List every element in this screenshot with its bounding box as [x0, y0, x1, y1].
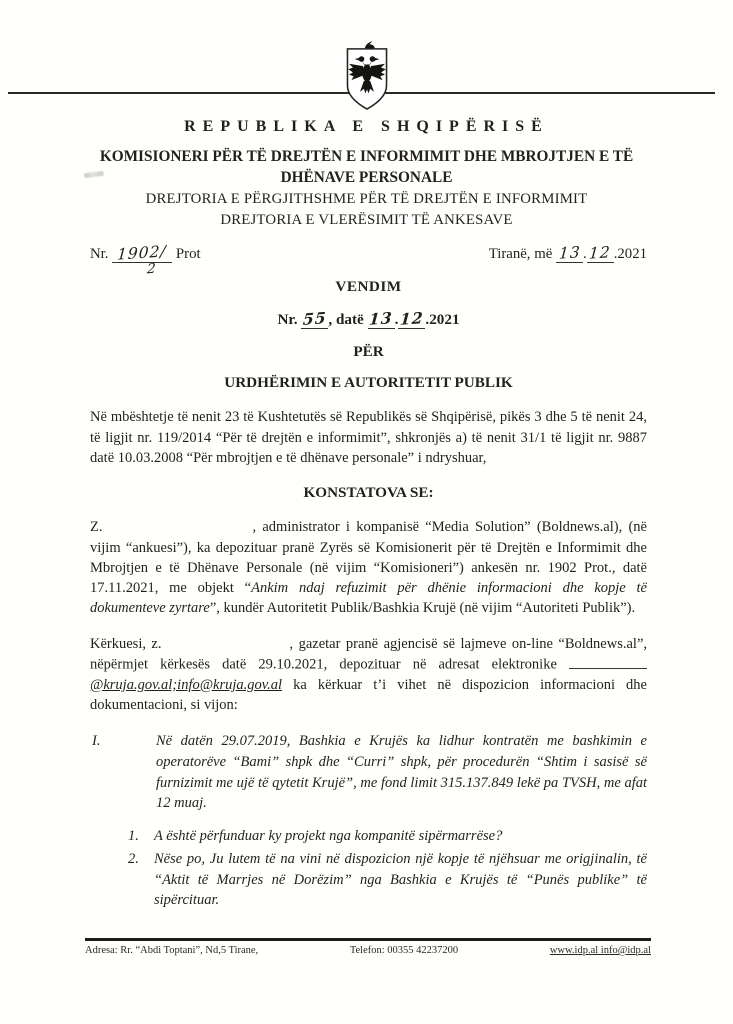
decision-month-blank: [398, 308, 425, 330]
question-1-text: A është përfunduar ky projekt nga kompanitë sipërmarrëse?: [154, 827, 503, 844]
konstatova-heading: KONSTATOVA SE:: [303, 484, 434, 502]
protocol-nr-sub-handwritten: 2: [146, 260, 158, 278]
date-month-handwritten: 12: [588, 242, 612, 263]
footer-website-email: www.idp.al info@idp.al: [549, 945, 651, 956]
date-day-handwritten: 13: [558, 242, 581, 263]
decision-year: .2021: [425, 311, 460, 329]
request-text-before-email: , gazetar pranë agjencisë së lajmeve on-line “Boldnews.al”, nëpërmjet kërkesës datë 29.10.2021, depozituar në adresat elektronike: [90, 635, 648, 673]
roman-list-item-1: [90, 731, 647, 813]
decision-nr-label: Nr.: [277, 311, 298, 329]
redacted-email-blank: [569, 654, 647, 669]
decision-date-separator: .: [394, 311, 399, 329]
complaint-text-before-object: , administrator i kompanisë “Media Solution” (Boldnews.al), (në vijim “ankuesi”), ka depozituar pranë Zyrës së Komisionerit për të Drejtën e Informimit dhe Mbrojtjen e të Dhënave Personale (në vijim “Komisioneri”) ankesën nr. 1902 Prot., datë 17.11.2021, me objekt “: [90, 519, 647, 597]
question-2-number: 2.: [128, 851, 139, 868]
date-day-blank: [556, 242, 583, 264]
protocol-nr-label: Nr.: [90, 245, 109, 262]
complaint-object-quote: Ankim ndaj refuzimit për dhënie informacioni dhe kopje të dokumenteve zyrtare: [90, 580, 647, 617]
place-date: [488, 242, 647, 264]
question-1-number: 1.: [128, 827, 139, 844]
directorate-line-1: DREJTORIA E PËRGJITHSHME PËR TË DREJTËN E INFORMIMIT: [145, 190, 588, 207]
question-2-text: Nëse po, Ju lutem të na vini në dispozicion një kopje të njëhsuar me origjinalin, të “Aktit të Marrjes në Dorëzim” nga Bashkia e Krujës të “Punës publike” të sipërcituar.: [154, 851, 647, 909]
decision-subject: URDHËRIMIN E AUTORITETIT PUBLIK: [224, 374, 513, 392]
decision-nr-blank: [301, 308, 328, 330]
place-date-label: Tiranë, më: [488, 245, 553, 262]
footer-phone: Telefon: 00355 42237200: [349, 945, 459, 956]
institution-title: KOMISIONERI PËR TË DREJTËN E INFORMIMIT DHE MBROJTJEN E TË DHËNAVE PERSONALE: [99, 148, 634, 187]
question-item-2: [90, 849, 647, 911]
request-lead: Kërkuesi, z.: [90, 635, 162, 652]
page-footer: [85, 938, 651, 956]
decision-date-label: , datë: [328, 311, 364, 329]
protocol-nr-handwritten: 1902/: [116, 242, 168, 264]
complaint-text-after-object: ”, kundër Autoritetit Publik/Bashkia Krujë (në vijim “Autoriteti Publik”).: [209, 600, 636, 617]
decision-day-blank: [368, 308, 395, 330]
roman-item-text: Në datën 29.07.2019, Bashkia e Krujës ka lidhur kontratën me bashkimin e operatorëve “Bami” shpk dhe “Curri” shpk, për procedurën “Shtim i sasisë së furnizimit me ujë të qytetit Krujë”, me fond limit 315.137.849 lekë pa TVSH, me afat 12 muaj.: [156, 733, 647, 812]
decision-day-handwritten: 13: [368, 308, 394, 330]
roman-numeral: I.: [92, 733, 101, 750]
albanian-eagle-emblem-icon: [342, 40, 392, 114]
legal-basis-paragraph: Në mbështetje të nenit 23 të Kushtetutës së Republikës së Shqipërisë, pikës 3 dhe 5 të nenit 24, të ligjit nr. 119/2014 “Për të drejtën e informimit”, shkronjës a) të nenit 31/1 të ligjit nr. 9887 datë 10.03.2008 “Për mbrojtjen e të dhënave personale” i ndryshuar,: [90, 409, 647, 466]
date-year: .2021: [613, 245, 647, 262]
protocol-nr-blank: [112, 242, 172, 278]
protocol-prot-label: Prot: [175, 245, 201, 262]
republic-title: REPUBLIKA E SHQIPËRISË: [184, 118, 549, 135]
letterhead: [0, 40, 733, 114]
decision-title: VENDIM: [335, 278, 402, 296]
per-heading: PËR: [353, 343, 384, 361]
complaint-salutation: Z.: [90, 519, 103, 536]
footer-address: Adresa: Rr. “Abdi Toptani”, Nd,5 Tirane,: [85, 945, 259, 956]
question-item-1: [90, 826, 647, 847]
date-separator: .: [583, 245, 587, 262]
decision-month-handwritten: 12: [399, 308, 425, 330]
directorate-line-2: DREJTORIA E VLERËSIMIT TË ANKESAVE: [220, 211, 513, 228]
complaint-paragraph: [90, 517, 647, 618]
protocol-row: [90, 242, 647, 278]
request-text-after-email: ka kërkuar t’i vihet në dispozicion informacioni dhe dokumentacioni, si vijon:: [90, 676, 647, 714]
protocol-number: [90, 242, 201, 278]
decision-nr-handwritten: 55: [302, 308, 328, 330]
email-addresses: @kruja.gov.al;info@kruja.gov.al: [90, 676, 283, 693]
date-month-blank: [587, 242, 614, 264]
request-paragraph: [90, 634, 647, 716]
decision-number-line: [90, 308, 647, 330]
